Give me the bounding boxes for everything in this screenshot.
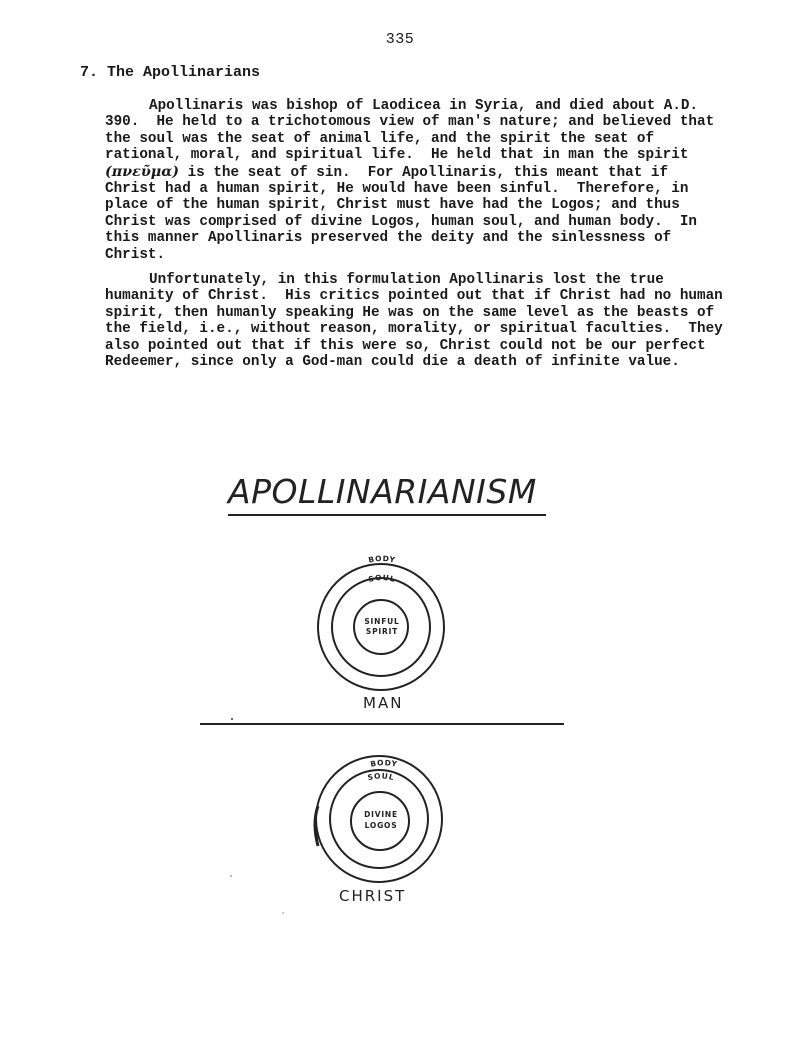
stray-dot <box>282 912 283 913</box>
text-line: humanity of Christ. His critics pointed out that if Christ had no human <box>105 288 723 305</box>
christ-inner-label-1: DIVINE <box>364 810 398 819</box>
diagram-title: APOLLINARIANISM <box>228 472 537 511</box>
stray-dot <box>231 718 233 720</box>
christ-inner-label-2: LOGOS <box>364 821 398 830</box>
text-line: Christ had a human spirit, He would have been sinful. Therefore, in <box>105 181 689 198</box>
text-line: also pointed out that if this were so, Christ could not be our perfect <box>105 337 706 354</box>
text-line: 390. He held to a trichotomous view of man's nature; and believed that <box>105 114 715 131</box>
diagram-divider <box>200 723 564 725</box>
christ-outer-ring-stroke <box>315 806 318 846</box>
man-inner-label-2: SPIRIT <box>365 627 399 636</box>
christ-caption: CHRIST <box>339 887 407 905</box>
text-line: Christ was comprised of divine Logos, human soul, and human body. In <box>105 213 697 230</box>
christ-body-label: BODY <box>369 758 399 769</box>
greek-word-pneuma: (πνεῦμα) <box>105 163 179 180</box>
text-line: spirit, then humanly speaking He was on the same level as the beasts of <box>105 304 715 321</box>
man-caption: MAN <box>363 694 404 712</box>
text-line: rational, moral, and spiritual life. He held that in man the spirit <box>105 147 689 164</box>
man-diagram <box>318 554 444 690</box>
text-line: place of the human spirit, Christ must have had the Logos; and thus <box>105 197 680 214</box>
christ-soul-label: SOUL <box>366 771 396 783</box>
text-line: Christ. <box>105 246 166 263</box>
text-line: Unfortunately, in this formulation Apollinaris lost the true <box>149 272 664 288</box>
text-line: Apollinaris was bishop of Laodicea in Syria, and died about A.D. <box>149 98 699 114</box>
stray-dot <box>230 875 232 877</box>
text-line: the field, i.e., without reason, morality, or spiritual faculties. They <box>105 321 723 338</box>
text-line: Redeemer, since only a God-man could die a death of infinite value. <box>105 354 680 371</box>
text-line: this manner Apollinaris preserved the deity and the sinlessness of <box>105 230 672 247</box>
man-soul-label: SOUL <box>367 573 397 584</box>
text-line: the soul was the seat of animal life, and the spirit the seat of <box>105 130 655 147</box>
christ-diagram <box>315 756 442 882</box>
page-number: 335 <box>385 31 415 48</box>
christ-soul-ring <box>330 770 428 868</box>
section-heading: 7. The Apollinarians <box>80 64 261 81</box>
man-inner-label-1: SINFUL <box>364 617 400 626</box>
text-fragment: is the seat of sin. For Apollinaris, this meant that if <box>187 164 669 181</box>
man-body-label: BODY <box>367 554 397 565</box>
